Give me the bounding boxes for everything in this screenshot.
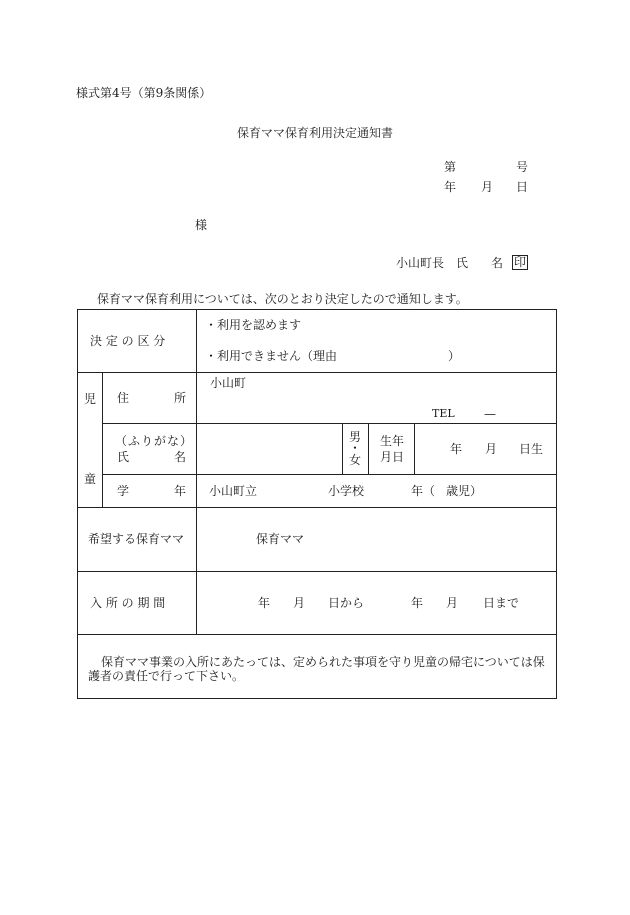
address-label-a: 住: [117, 391, 130, 405]
school-type: 小学校: [328, 484, 365, 498]
school-age: 歳児）: [446, 484, 483, 498]
school-town: 小山町立: [209, 484, 258, 498]
issuer-mei: 名: [491, 256, 504, 270]
decision-label: 決 定 の 区 分: [90, 334, 166, 348]
sex-male[interactable]: 男: [349, 430, 362, 444]
birth-year: 年: [450, 442, 463, 456]
school-grade: 年（: [411, 484, 436, 498]
name-label-b: 名: [174, 450, 187, 464]
date-month: 月: [481, 180, 494, 194]
caregiver-value[interactable]: 保育ママ: [256, 532, 305, 546]
period-from-year: 年: [258, 596, 271, 610]
seal-icon: 印: [514, 255, 527, 269]
number-dai: 第: [444, 160, 457, 174]
period-to-year: 年: [411, 596, 424, 610]
name-label-a: 氏: [117, 450, 130, 464]
issuer-office: 小山町長: [396, 256, 445, 270]
period-from-month: 月: [293, 596, 306, 610]
furigana-label: （ふりがな）: [115, 434, 194, 448]
number-go: 号: [516, 160, 529, 174]
date-year: 年: [444, 180, 457, 194]
addressee-sama: 様: [195, 218, 208, 232]
birth-day: 日生: [519, 442, 544, 456]
birth-label-2: 月日: [380, 450, 405, 464]
option-denied[interactable]: ・利用できません（理由: [205, 349, 338, 363]
school-label-a: 学: [117, 484, 130, 498]
period-to-day: 日まで: [483, 596, 520, 610]
child-section-label-2: 童: [84, 472, 97, 486]
intro-text: 保育ママ保育利用については、次のとおり決定したので通知します。: [97, 292, 468, 306]
document-title: 保育ママ保育利用決定通知書: [237, 126, 394, 140]
caregiver-label: 希望する保育ママ: [88, 532, 185, 546]
school-label-b: 年: [174, 484, 187, 498]
issuer-shi: 氏: [456, 256, 469, 270]
option-denied-close: ）: [448, 349, 461, 363]
birth-month: 月: [485, 442, 498, 456]
form-number: 様式第4号（第9条関係）: [76, 86, 212, 100]
period-to-month: 月: [446, 596, 459, 610]
address-label-b: 所: [174, 391, 187, 405]
sex-dot: ・: [349, 441, 362, 455]
period-label: 入 所 の 期 間: [90, 596, 166, 610]
option-approved[interactable]: ・利用を認めます: [205, 318, 302, 332]
note-line-1: 保育ママ事業の入所にあたっては、定められた事項を守り児童の帰宅については保: [101, 655, 545, 669]
seal-box: [512, 255, 528, 270]
tel-dash[interactable]: —: [484, 407, 496, 421]
address-value[interactable]: 小山町: [210, 376, 247, 390]
note-line-2: 護者の責任で行って下さい。: [88, 669, 245, 683]
period-from-day: 日から: [328, 596, 365, 610]
birth-label-1: 生年: [380, 434, 405, 448]
tel-label: TEL: [432, 407, 455, 420]
child-section-label-1: 児: [84, 392, 97, 406]
sex-female[interactable]: 女: [349, 453, 362, 467]
date-day: 日: [516, 180, 529, 194]
